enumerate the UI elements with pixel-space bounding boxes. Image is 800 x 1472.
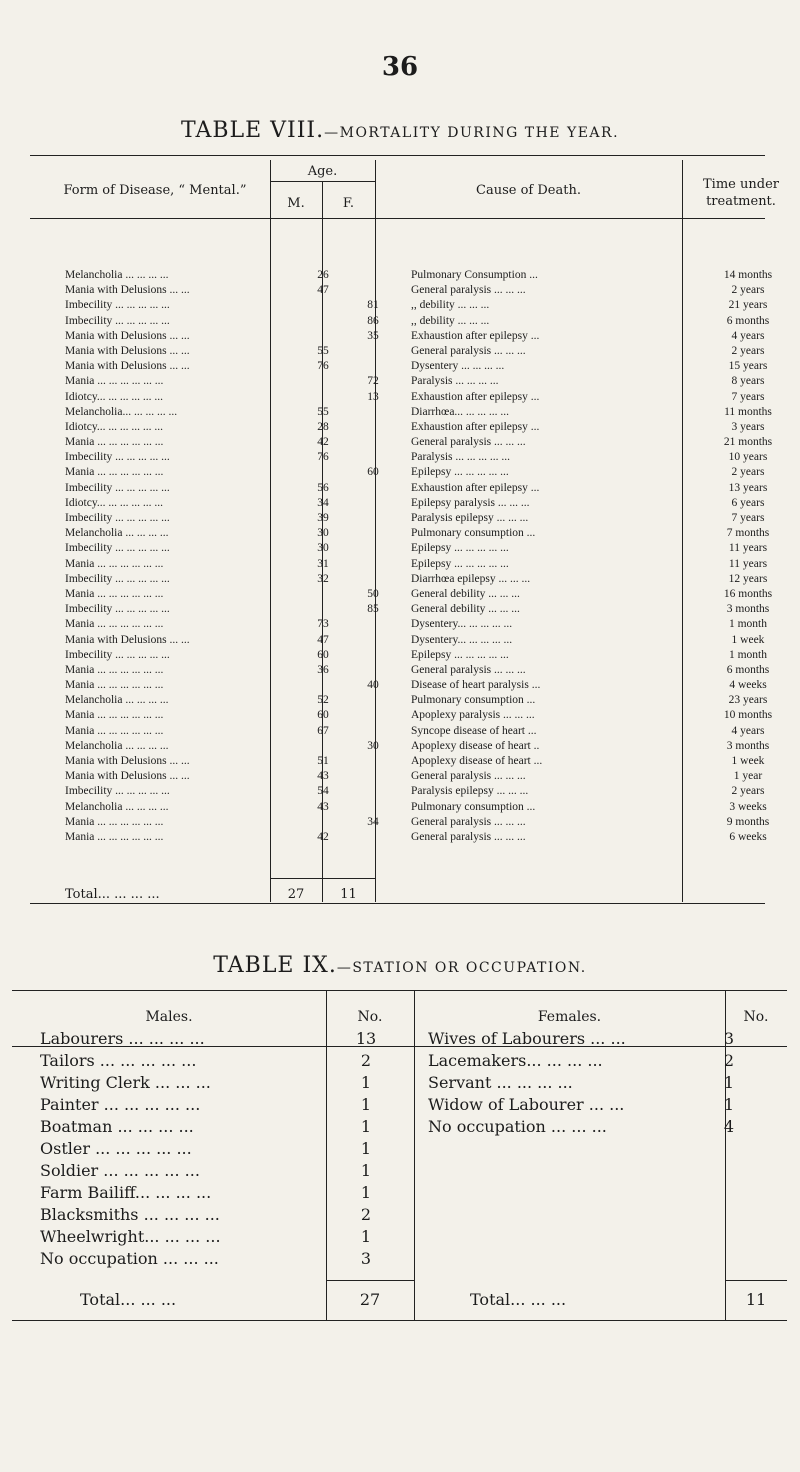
cell-male-count: 1 — [360, 1161, 372, 1180]
cell-form: Mania ... ... ... ... ... ... — [65, 679, 164, 692]
cell-age-m: 55 — [317, 405, 329, 418]
cell-form: Idiotcy... ... ... ... ... ... — [65, 390, 163, 403]
cell-time: 3 months — [726, 739, 770, 752]
table-row — [0, 511, 800, 526]
cell-age-f: 50 — [367, 587, 379, 600]
cell-cause: General paralysis ... ... ... — [411, 663, 526, 676]
cell-time: 3 years — [731, 420, 765, 433]
header-no-females: No. — [743, 1009, 769, 1025]
cell-cause: Apoplexy paralysis ... ... ... — [411, 709, 535, 722]
cell-time: 21 months — [723, 436, 773, 449]
header-time — [682, 176, 800, 210]
cell-age-m: 73 — [317, 618, 329, 631]
cell-age-m: 42 — [317, 436, 329, 449]
cell-cause: General paralysis ... ... ... — [411, 770, 526, 783]
cell-time: 8 years — [731, 375, 765, 388]
table-row — [0, 815, 800, 830]
table-row — [0, 830, 800, 845]
cell-form: Melancholia ... ... ... ... — [65, 800, 169, 813]
cell-male-occupation: Writing Clerk ... ... ... — [40, 1073, 211, 1092]
table8-title — [0, 118, 800, 143]
cell-cause: Dysentery ... ... ... ... — [411, 360, 505, 373]
cell-male-count: 2 — [360, 1205, 372, 1224]
table-row — [0, 405, 800, 420]
cell-age-m: 26 — [317, 269, 329, 281]
cell-form: Mania ... ... ... ... ... ... — [65, 724, 164, 737]
table9-top-rule — [12, 990, 787, 991]
table-row — [0, 784, 800, 799]
cell-cause: Dysentery... ... ... ... ... — [411, 633, 513, 646]
table-row — [0, 800, 800, 815]
table-row — [0, 481, 800, 496]
table-row — [0, 314, 800, 329]
table-row — [0, 1094, 800, 1116]
cell-cause: ,, debility ... ... ... — [411, 314, 490, 327]
cell-male-count: 1 — [360, 1117, 372, 1136]
table8-total-rule — [270, 878, 375, 879]
cell-cause: General paralysis ... ... ... — [411, 815, 526, 828]
table8-top-rule — [30, 155, 765, 156]
table9-title-sub: —STATION OR OCCUPATION. — [336, 960, 587, 976]
cell-time: 3 months — [726, 603, 770, 616]
cell-age-f: 34 — [367, 815, 379, 828]
cell-cause: Syncope disease of heart ... — [411, 724, 537, 737]
cell-age-m: 60 — [317, 648, 329, 661]
table9-total-male-label: Total... ... ... — [80, 1290, 177, 1309]
table9-total-rule — [725, 1280, 787, 1281]
cell-cause: Paralysis ... ... ... ... — [411, 375, 499, 388]
cell-male-occupation: Soldier ... ... ... ... ... — [40, 1161, 200, 1180]
table-row — [0, 435, 800, 450]
table9-total-male: 27 — [359, 1290, 381, 1309]
cell-age-m: 76 — [317, 451, 329, 464]
cell-time: 11 years — [728, 542, 768, 555]
cell-time: 7 years — [731, 512, 765, 524]
header-time-line2: treatment. — [706, 194, 776, 209]
cell-age-m: 56 — [317, 481, 329, 494]
table-row — [0, 496, 800, 511]
cell-time: 11 years — [728, 557, 768, 570]
cell-age-f: 86 — [367, 314, 379, 327]
cell-form: Mania ... ... ... ... ... ... — [65, 557, 164, 570]
cell-form: Mania with Delusions ... ... — [65, 633, 190, 646]
table-row — [0, 587, 800, 602]
cell-form: Imbecility ... ... ... ... ... — [65, 542, 170, 555]
cell-form: Imbecility ... ... ... ... ... — [65, 785, 170, 798]
cell-age-m: 36 — [317, 663, 329, 676]
cell-male-occupation: No occupation ... ... ... — [40, 1249, 219, 1268]
cell-male-count: 1 — [360, 1139, 372, 1158]
cell-cause: Pulmonary consumption ... — [411, 694, 536, 707]
cell-form: Imbecility ... ... ... ... ... — [65, 314, 170, 327]
cell-cause: Exhaustion after epilepsy ... — [411, 481, 540, 494]
cell-age-m: 60 — [317, 709, 329, 722]
cell-form: Mania with Delusions ... ... — [65, 344, 190, 357]
cell-age-f: 30 — [367, 739, 379, 752]
cell-age-m: 51 — [317, 755, 329, 767]
cell-time: 1 year — [733, 770, 763, 783]
cell-age-m: 39 — [317, 512, 329, 524]
cell-time: 6 months — [726, 663, 770, 676]
cell-male-count: 1 — [360, 1095, 372, 1114]
table-row — [0, 617, 800, 632]
cell-female-count: 1 — [723, 1095, 735, 1114]
cell-form: Mania with Delusions ... ... — [65, 329, 190, 342]
table9-title-main: TABLE IX. — [213, 953, 337, 978]
table-row — [0, 724, 800, 739]
table-row — [0, 1182, 800, 1204]
table8-header-rule — [30, 218, 765, 219]
cell-form: Imbecility ... ... ... ... ... — [65, 648, 170, 661]
cell-age-m: 43 — [317, 770, 329, 783]
header-time-line1: Time under — [703, 177, 779, 192]
table-row — [0, 1226, 800, 1248]
cell-form: Melancholia ... ... ... ... — [65, 739, 169, 752]
cell-age-m: 34 — [317, 496, 329, 509]
table9-total-rule — [326, 1280, 414, 1281]
cell-cause: General paralysis ... ... ... — [411, 436, 526, 449]
cell-time: 10 months — [723, 709, 773, 722]
cell-cause: General debility ... ... ... — [411, 587, 520, 600]
table8-total-f: 11 — [340, 887, 357, 902]
cell-time: 16 months — [723, 587, 773, 600]
cell-form: Mania ... ... ... ... ... ... — [65, 375, 164, 388]
cell-cause: Exhaustion after epilepsy ... — [411, 329, 540, 342]
cell-time: 2 years — [731, 284, 765, 297]
cell-form: Imbecility ... ... ... ... ... — [65, 481, 170, 494]
header-males: Males. — [145, 1009, 193, 1025]
table-row — [0, 344, 800, 359]
cell-age-f: 35 — [367, 329, 379, 342]
cell-cause: General paralysis ... ... ... — [411, 284, 526, 297]
table-row — [0, 1050, 800, 1072]
cell-form: Imbecility ... ... ... ... ... — [65, 572, 170, 585]
cell-age-m: 30 — [317, 542, 329, 555]
cell-age-m: 31 — [317, 557, 329, 570]
table-row — [0, 298, 800, 313]
cell-form: Mania ... ... ... ... ... ... — [65, 436, 164, 449]
cell-form: Mania ... ... ... ... ... ... — [65, 587, 164, 600]
cell-time: 1 week — [731, 755, 765, 767]
cell-form: Mania with Delusions ... ... — [65, 755, 190, 767]
cell-cause: Disease of heart paralysis ... — [411, 679, 541, 692]
cell-age-f: 40 — [367, 679, 379, 692]
cell-age-m: 47 — [317, 633, 329, 646]
table-row — [0, 557, 800, 572]
cell-male-occupation: Labourers ... ... ... ... — [40, 1029, 205, 1048]
cell-form: Imbecility ... ... ... ... ... — [65, 512, 170, 524]
cell-cause: Epilepsy ... ... ... ... ... — [411, 466, 509, 479]
cell-age-m: 76 — [317, 360, 329, 373]
table-row — [0, 374, 800, 389]
table-row — [0, 1160, 800, 1182]
header-age: Age. — [307, 164, 338, 179]
table-row — [0, 1204, 800, 1226]
cell-time: 4 weeks — [729, 679, 767, 692]
cell-form: Mania ... ... ... ... ... ... — [65, 830, 164, 843]
table9-bottom-rule — [12, 1320, 787, 1321]
cell-age-m: 43 — [317, 800, 329, 813]
cell-age-m: 52 — [317, 694, 329, 707]
cell-female-occupation: Lacemakers... ... ... ... — [428, 1051, 603, 1070]
cell-cause: Apoplexy disease of heart ... — [411, 755, 543, 767]
table-row — [0, 633, 800, 648]
cell-male-occupation: Painter ... ... ... ... ... — [40, 1095, 201, 1114]
cell-age-m: 42 — [317, 830, 329, 843]
table-row — [0, 1028, 800, 1050]
table-row — [0, 359, 800, 374]
cell-age-f: 85 — [367, 603, 379, 616]
cell-male-count: 1 — [360, 1073, 372, 1092]
table-row — [0, 526, 800, 541]
cell-time: 4 years — [731, 724, 765, 737]
header-m: M. — [287, 196, 305, 211]
cell-time: 1 month — [728, 648, 767, 661]
cell-female-count: 2 — [723, 1051, 735, 1070]
cell-age-f: 72 — [367, 375, 379, 388]
table-row — [0, 465, 800, 480]
table-row — [0, 329, 800, 344]
cell-time: 2 years — [731, 466, 765, 479]
table-row — [0, 1138, 800, 1160]
cell-age-m: 55 — [317, 344, 329, 357]
cell-time: 6 years — [731, 496, 765, 509]
table-row — [0, 420, 800, 435]
cell-male-count: 13 — [355, 1029, 377, 1048]
table-row — [0, 450, 800, 465]
table-row — [0, 572, 800, 587]
cell-time: 14 months — [723, 269, 773, 281]
cell-time: 3 weeks — [729, 800, 767, 813]
table-row — [0, 1072, 800, 1094]
table-row — [0, 602, 800, 617]
cell-cause: Paralysis epilepsy ... ... ... — [411, 512, 529, 524]
page-number: 36 — [381, 52, 419, 82]
cell-time: 1 month — [728, 618, 767, 631]
cell-age-f: 60 — [367, 466, 379, 479]
cell-female-occupation: Widow of Labourer ... ... — [428, 1095, 625, 1114]
cell-time: 2 years — [731, 785, 765, 798]
cell-form: Mania ... ... ... ... ... ... — [65, 466, 164, 479]
table8-age-rule — [270, 181, 375, 182]
cell-form: Imbecility ... ... ... ... ... — [65, 299, 170, 312]
cell-cause: General debility ... ... ... — [411, 603, 520, 616]
header-cause: Cause of Death. — [476, 183, 581, 198]
cell-cause: Exhaustion after epilepsy ... — [411, 420, 540, 433]
cell-time: 6 months — [726, 314, 770, 327]
cell-cause: Pulmonary Consumption ... — [411, 269, 538, 281]
cell-age-f: 81 — [367, 299, 379, 312]
cell-cause: Pulmonary consumption ... — [411, 800, 536, 813]
cell-time: 9 months — [726, 815, 770, 828]
table-row — [0, 541, 800, 556]
cell-cause: Paralysis ... ... ... ... ... — [411, 451, 511, 464]
table8-body — [0, 268, 800, 845]
table8-total-label: Total... ... ... ... — [65, 887, 160, 902]
cell-form: Idiotcy... ... ... ... ... ... — [65, 420, 163, 433]
table8-title-sub: —MORTALITY DURING THE YEAR. — [324, 125, 620, 141]
cell-form: Idiotcy... ... ... ... ... ... — [65, 496, 163, 509]
cell-time: 12 years — [728, 572, 768, 585]
cell-form: Mania with Delusions ... ... — [65, 284, 190, 297]
table-row — [0, 678, 800, 693]
cell-time: 7 months — [726, 527, 770, 540]
table-row — [0, 708, 800, 723]
cell-cause: Pulmonary consumption ... — [411, 527, 536, 540]
cell-time: 1 week — [731, 633, 765, 646]
table9-title — [0, 953, 800, 978]
cell-form: Mania ... ... ... ... ... ... — [65, 618, 164, 631]
table-row — [0, 663, 800, 678]
cell-time: 21 years — [728, 299, 768, 312]
cell-male-occupation: Farm Bailiff... ... ... ... — [40, 1183, 212, 1202]
cell-male-count: 3 — [360, 1249, 372, 1268]
cell-form: Mania ... ... ... ... ... ... — [65, 663, 164, 676]
cell-time: 2 years — [731, 344, 765, 357]
cell-cause: Diarrhœa epilepsy ... ... ... — [411, 572, 531, 585]
cell-age-f: 13 — [367, 390, 379, 403]
cell-time: 15 years — [728, 360, 768, 373]
cell-male-occupation: Tailors ... ... ... ... ... — [40, 1051, 197, 1070]
cell-male-count: 1 — [360, 1227, 372, 1246]
cell-form: Melancholia ... ... ... ... — [65, 269, 169, 281]
cell-time: 10 years — [728, 451, 768, 464]
table-row — [0, 1116, 800, 1138]
cell-cause: Diarrhœa... ... ... ... ... — [411, 405, 510, 418]
cell-form: Melancholia ... ... ... ... — [65, 694, 169, 707]
cell-male-occupation: Blacksmiths ... ... ... ... — [40, 1205, 220, 1224]
cell-form: Melancholia... ... ... ... ... — [65, 405, 178, 418]
cell-age-m: 67 — [317, 724, 329, 737]
header-f: F. — [342, 196, 355, 211]
cell-age-m: 30 — [317, 527, 329, 540]
cell-time: 23 years — [728, 694, 768, 707]
cell-age-m: 28 — [317, 420, 329, 433]
table-row — [0, 754, 800, 769]
cell-form: Imbecility ... ... ... ... ... — [65, 603, 170, 616]
cell-female-count: 3 — [723, 1029, 735, 1048]
table-row — [0, 739, 800, 754]
cell-age-m: 32 — [317, 572, 329, 585]
table9-total-female: 11 — [745, 1290, 767, 1309]
header-no-males: No. — [357, 1009, 383, 1025]
cell-cause: Epilepsy ... ... ... ... ... — [411, 557, 509, 570]
cell-form: Mania with Delusions ... ... — [65, 770, 190, 783]
table8-bottom-rule — [30, 903, 765, 904]
cell-male-occupation: Ostler ... ... ... ... ... — [40, 1139, 192, 1158]
cell-female-occupation: Servant ... ... ... ... — [428, 1073, 573, 1092]
cell-cause: General paralysis ... ... ... — [411, 830, 526, 843]
cell-cause: Paralysis epilepsy ... ... ... — [411, 785, 529, 798]
header-form: Form of Disease, “ Mental.” — [63, 183, 247, 198]
cell-cause: Dysentery... ... ... ... ... — [411, 618, 513, 631]
cell-time: 4 years — [731, 329, 765, 342]
cell-cause: Epilepsy paralysis ... ... ... — [411, 496, 530, 509]
table9-total-female-label: Total... ... ... — [470, 1290, 567, 1309]
cell-female-count: 4 — [723, 1117, 735, 1136]
cell-form: Melancholia ... ... ... ... — [65, 527, 169, 540]
header-females: Females. — [537, 1009, 602, 1025]
table9-body — [0, 1028, 800, 1270]
cell-female-occupation: Wives of Labourers ... ... — [428, 1029, 626, 1048]
cell-cause: General paralysis ... ... ... — [411, 344, 526, 357]
table-row — [0, 693, 800, 708]
table-row — [0, 1248, 800, 1270]
cell-cause: Epilepsy ... ... ... ... ... — [411, 542, 509, 555]
table-row — [0, 283, 800, 298]
cell-form: Mania with Delusions ... ... — [65, 360, 190, 373]
cell-form: Mania ... ... ... ... ... ... — [65, 815, 164, 828]
cell-age-m: 47 — [317, 284, 329, 297]
cell-time: 13 years — [728, 481, 768, 494]
cell-form: Mania ... ... ... ... ... ... — [65, 709, 164, 722]
table-row — [0, 769, 800, 784]
cell-age-m: 54 — [317, 785, 329, 798]
cell-cause: Epilepsy ... ... ... ... ... — [411, 648, 509, 661]
cell-time: 6 weeks — [729, 830, 767, 843]
table-row — [0, 648, 800, 663]
table8-title-main: TABLE VIII. — [180, 118, 325, 143]
table-row — [0, 390, 800, 405]
cell-time: 11 months — [724, 405, 772, 418]
cell-cause: ,, debility ... ... ... — [411, 299, 490, 312]
table8-total-m: 27 — [287, 887, 305, 902]
cell-male-count: 2 — [360, 1051, 372, 1070]
cell-form: Imbecility ... ... ... ... ... — [65, 451, 170, 464]
table-row — [0, 268, 800, 283]
cell-cause: Exhaustion after epilepsy ... — [411, 390, 540, 403]
cell-male-count: 1 — [360, 1183, 372, 1202]
cell-time: 7 years — [731, 390, 765, 403]
cell-cause: Apoplexy disease of heart .. — [411, 739, 540, 752]
cell-male-occupation: Boatman ... ... ... ... — [40, 1117, 194, 1136]
cell-female-occupation: No occupation ... ... ... — [428, 1117, 607, 1136]
cell-male-occupation: Wheelwright... ... ... ... — [40, 1227, 221, 1246]
cell-female-count: 1 — [723, 1073, 735, 1092]
